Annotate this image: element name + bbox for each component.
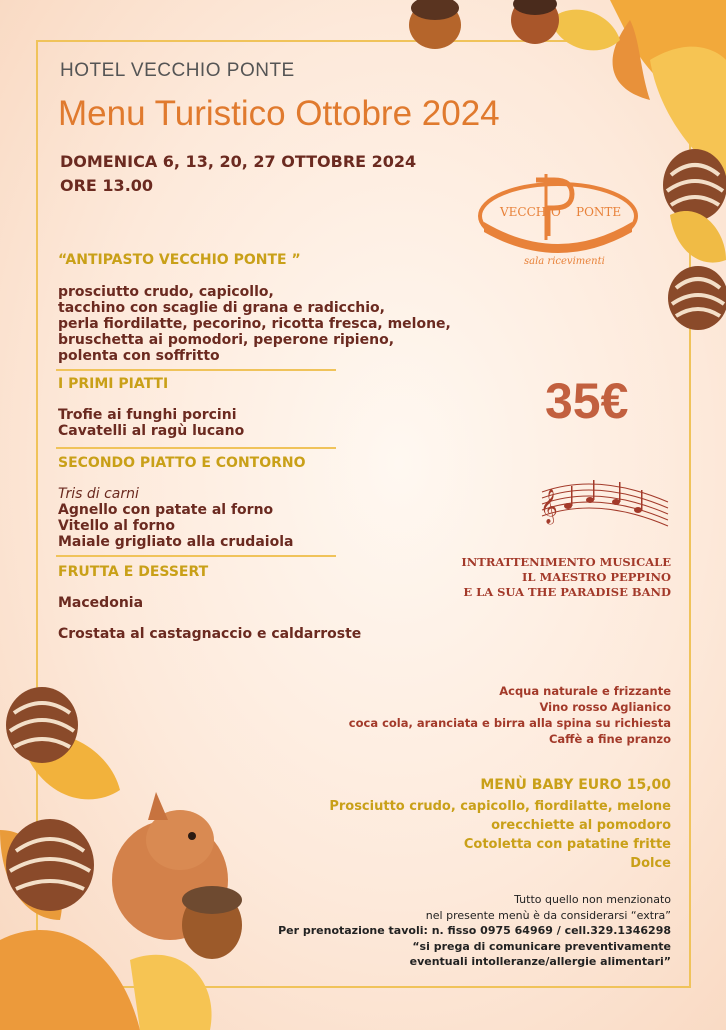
list-item: Maiale grigliato alla crudaiola: [58, 534, 294, 550]
drink-item: Caffè a fine pranzo: [548, 732, 671, 746]
list-item: Trofie ai funghi porcini: [58, 407, 237, 423]
entertainment-info: [461, 555, 671, 600]
music-notes-icon: [538, 472, 672, 538]
divider: [56, 369, 336, 371]
allergy-line-2: eventuali intolleranze/allergie alimentari”: [409, 955, 671, 968]
logo-text-right: PONTE: [576, 205, 622, 219]
frutta-item-1: Macedonia: [58, 595, 144, 611]
drinks-list: [349, 683, 671, 747]
section-title-antipasto: “ANTIPASTO VECCHIO PONTE ”: [58, 252, 301, 268]
list-item: Vitello al forno: [58, 518, 175, 534]
list-item: Agnello con patate al forno: [58, 502, 274, 518]
entertainment-line: IL MAESTRO PEPPINO: [522, 570, 671, 584]
booking-line: Per prenotazione tavoli: n. fisso 0975 64969 / cell.329.1346298: [278, 924, 671, 937]
svg-text:𝄞: 𝄞: [540, 489, 558, 524]
footer-line: nel presente menù è da considerarsi “extra”: [425, 908, 671, 922]
list-item: prosciutto crudo, capicollo,: [58, 284, 274, 300]
antipasto-items: [58, 284, 451, 364]
list-item: Cavatelli al ragù lucano: [58, 423, 245, 439]
logo-text-left: VECCHIO: [500, 205, 561, 219]
drink-item: coca cola, aranciata e birra alla spina su richiesta: [348, 716, 671, 730]
secondo-intro: Tris di carni: [58, 486, 139, 502]
price: 35€: [545, 373, 629, 429]
allergy-note: [278, 954, 671, 970]
allergy-line-1: “si prega di comunicare preventivamente: [412, 939, 671, 953]
list-item: bruschetta ai pomodori, peperone ripieno,: [58, 332, 395, 348]
dates-line: DOMENICA 6, 13, 20, 27 OTTOBRE 2024: [60, 152, 417, 171]
allergy-note: [278, 939, 671, 955]
primi-items: [58, 407, 244, 439]
divider: [56, 447, 336, 449]
frutta-item-2: Crostata al castagnaccio e caldarroste: [58, 626, 362, 642]
footer-line: Tutto quello non menzionato: [514, 893, 671, 906]
event-dates: [60, 150, 416, 198]
list-item: tacchino con scaglie di grana e radicchio,: [58, 300, 385, 316]
list-item: orecchiette al pomodoro: [491, 818, 671, 833]
logo-subtitle: sala ricevimenti: [524, 256, 605, 267]
list-item: polenta con soffritto: [58, 348, 220, 364]
footer-notes: [278, 892, 671, 970]
drink-item: Acqua naturale e frizzante: [499, 684, 671, 698]
time-line: ORE 13.00: [60, 176, 154, 195]
drink-item: Vino rosso Aglianico: [539, 700, 671, 714]
list-item: Cotoletta con patatine fritte: [463, 837, 671, 852]
list-item: Prosciutto crudo, capicollo, fiordilatte, melone: [329, 799, 671, 814]
hotel-name: HOTEL VECCHIO PONTE: [60, 60, 295, 81]
section-title-primi: I PRIMI PIATTI: [58, 376, 169, 392]
vecchio-ponte-logo: [476, 170, 640, 270]
booking-info: [278, 923, 671, 939]
entertainment-line: INTRATTENIMENTO MUSICALE: [461, 555, 671, 569]
baby-menu-items: [329, 797, 671, 873]
section-title-secondo: SECONDO PIATTO E CONTORNO: [58, 455, 306, 471]
secondo-items: [58, 486, 293, 550]
squirrel-pinecone-decoration: [0, 680, 250, 1030]
menu-title: Menu Turistico Ottobre 2024: [58, 94, 500, 133]
baby-menu-title: MENÙ BABY EURO 15,00: [480, 777, 671, 793]
list-item: perla fiordilatte, pecorino, ricotta fresca, melone,: [58, 316, 451, 332]
list-item: Dolce: [630, 856, 671, 871]
entertainment-line: E LA SUA THE PARADISE BAND: [463, 585, 671, 599]
section-title-frutta: FRUTTA E DESSERT: [58, 564, 209, 580]
divider: [56, 555, 336, 557]
